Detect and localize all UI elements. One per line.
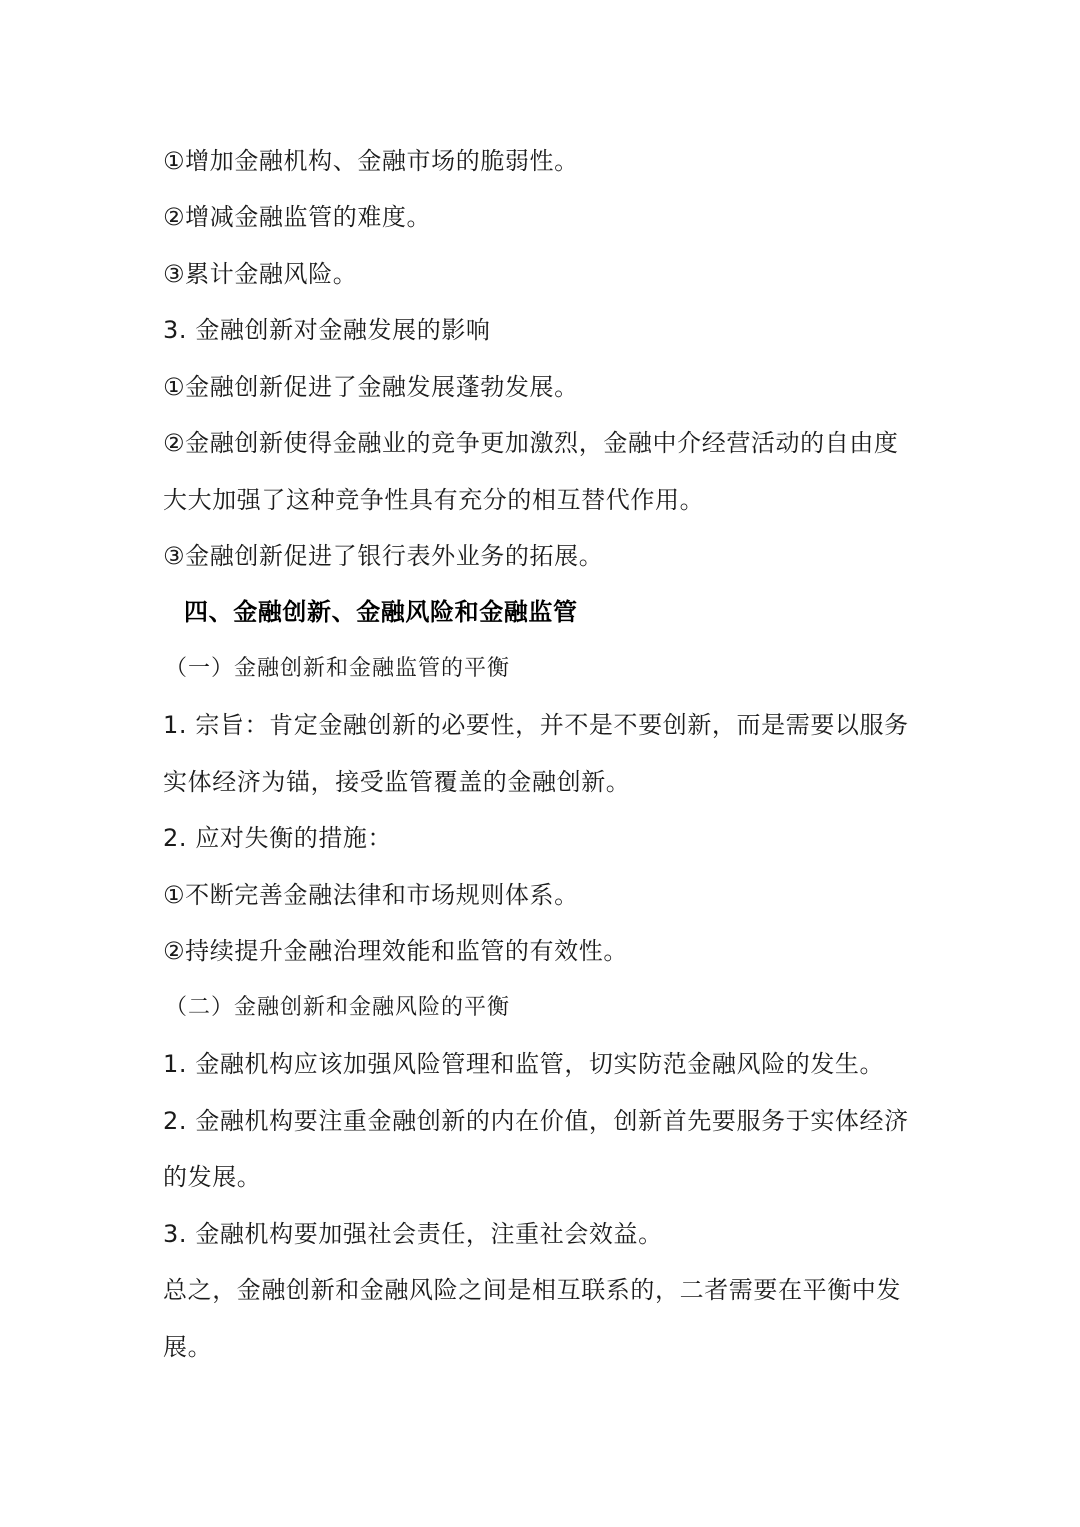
list-item-governance-efficiency: ②持续提升金融治理效能和监管的有效性。: [163, 937, 628, 965]
section-item-3-heading: 3. 金融创新对金融发展的影响: [163, 316, 491, 344]
list-item-off-balance-business: ③金融创新促进了银行表外业务的拓展。: [163, 542, 604, 570]
paragraph-conclusion-line-2: 展。: [163, 1333, 213, 1361]
list-item-supervision-difficulty: ②增减金融监管的难度。: [163, 203, 432, 231]
paragraph-competition-line-2: 大大加强了这种竞争性具有充分的相互替代作用。: [163, 486, 705, 514]
paragraph-competition-line-1: ②金融创新使得金融业的竞争更加激烈，金融中介经营活动的自由度: [163, 429, 899, 457]
paragraph-conclusion-line-1: 总之，金融创新和金融风险之间是相互联系的，二者需要在平衡中发: [163, 1276, 901, 1304]
section-item-measures-heading: 2. 应对失衡的措施：: [163, 824, 393, 852]
list-item-promote-development: ①金融创新促进了金融发展蓬勃发展。: [163, 373, 579, 401]
section-heading-four: 四、金融创新、金融风险和金融监管: [184, 598, 578, 626]
list-item-improve-law: ①不断完善金融法律和市场规则体系。: [163, 881, 579, 909]
subsection-heading-two: （二）金融创新和金融风险的平衡: [165, 995, 511, 1020]
paragraph-intrinsic-value-line-2: 的发展。: [163, 1163, 262, 1191]
paragraph-purpose-line-2: 实体经济为锚，接受监管覆盖的金融创新。: [163, 768, 631, 796]
list-item-accumulate-risk: ③累计金融风险。: [163, 260, 358, 288]
list-item-increase-fragility: ①增加金融机构、金融市场的脆弱性。: [163, 147, 579, 175]
subsection-heading-one: （一）金融创新和金融监管的平衡: [165, 656, 511, 681]
list-item-social-responsibility: 3. 金融机构要加强社会责任，注重社会效益。: [163, 1220, 663, 1248]
paragraph-purpose-line-1: 1. 宗旨：肯定金融创新的必要性，并不是不要创新，而是需要以服务: [163, 711, 909, 739]
list-item-risk-management: 1. 金融机构应该加强风险管理和监管，切实防范金融风险的发生。: [163, 1050, 885, 1078]
paragraph-intrinsic-value-line-1: 2. 金融机构要注重金融创新的内在价值，创新首先要服务于实体经济: [163, 1107, 909, 1135]
